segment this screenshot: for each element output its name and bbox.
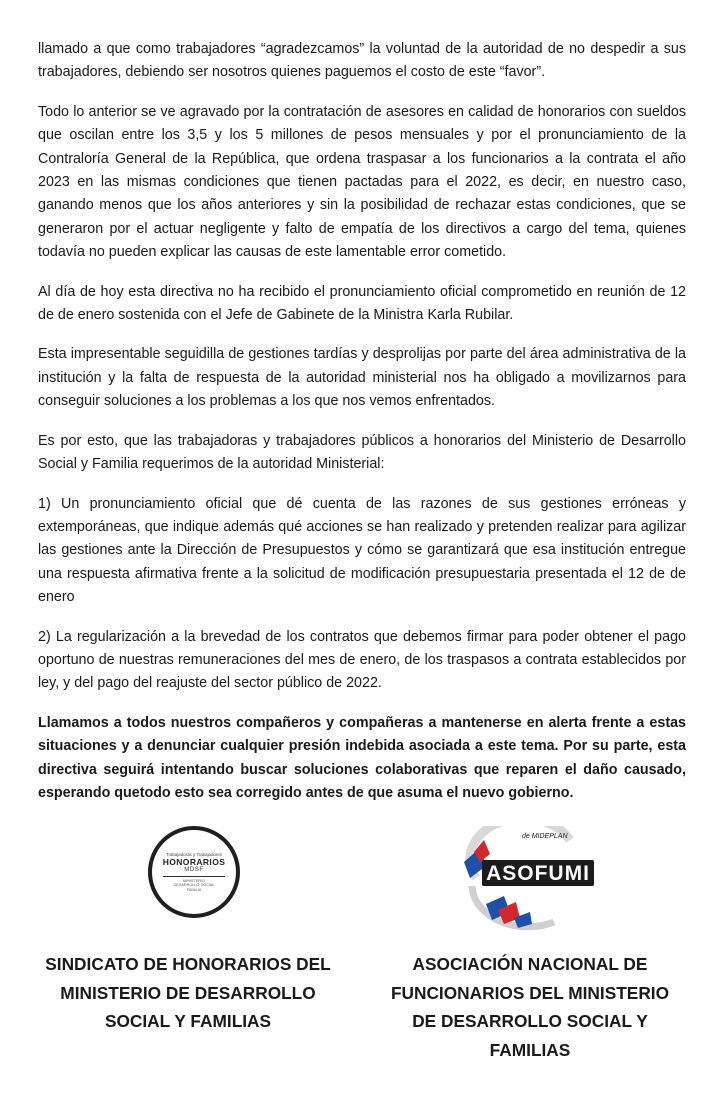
signature-left-line-3: SOCIAL Y FAMILIAS (104, 1011, 272, 1031)
paragraph-4: Esta impresentable seguidilla de gestiones tardías y desprolijas por parte del área administrativa de la institución y la falta de respuesta de la autoridad ministerial nos ha obligado a movilizarnos para conseguir soluciones a los problemas a los que nos vemos enfrentados. (38, 346, 686, 410)
document-body (38, 38, 686, 821)
seal-bottom-text-3: FAMILIA (186, 887, 202, 892)
seal-sub-text: MDSF (184, 866, 204, 873)
demand-2: 2) La regularización a la brevedad de los contratos que debemos firmar para poder obtener el pago oportuno de nuestras remuneraciones del mes de enero, de los traspasos a contrata establecidos por ley, y del pago del reajuste del sector público de 2022. (38, 628, 686, 692)
seal-bottom-text-1: MINISTERIO (182, 878, 206, 883)
logos-row (0, 826, 719, 936)
seal-bottom-text-2: DESARROLLO SOCIAL (173, 883, 215, 888)
signature-right-line-4: FAMILIAS (489, 1039, 571, 1060)
sindicato-honorarios-seal (148, 826, 240, 918)
asofumi-logo (458, 826, 608, 936)
paragraph-3: Al día de hoy esta directiva no ha recibido el pronunciamiento oficial comprometido en reunión de 12 de de enero sostenida con el Jefe de Gabinete de la Ministra Karla Rubilar. (38, 283, 686, 324)
seal-divider (163, 876, 225, 877)
paragraph-5: Es por esto, que las trabajadoras y trabajadores públicos a honorarios del Ministerio de Desarrollo Social y Familia requerimos de la autoridad Ministerial: (38, 432, 686, 473)
paragraph-2: Todo lo anterior se ve agravado por la contratación de asesores en calidad de honorarios con sueldos que oscilan entre los 3,5 y los 5 millones de pesos mensuales y por el pronunciamiento de la Contraloría General de la República, que ordena traspasar a los funcionarios a la contrata el año 2023 en las mismas condiciones que tienen pactadas para el 2022, es decir, en nuestro caso, ganando menos que los años anteriores y sin la posibilidad de rechazar estas condiciones, que se generaron por el actuar negligente y falto de empatía de los directivos a cargo del tema, quienes todavía no pueden explicar las causas de este lamentable error cometido. (38, 103, 686, 261)
signature-asofumi (380, 950, 680, 1064)
paragraph-1: llamado a que como trabajadores “agradezcamos” la voluntad de la autoridad de no despedir a sus trabajadores, debiendo ser nosotros quienes paguemos el costo de este “favor”. (38, 41, 686, 81)
signature-right-line-3: DE DESARROLLO SOCIAL Y (412, 1011, 648, 1031)
demand-1: 1) Un pronunciamiento oficial que dé cuenta de las razones de sus gestiones erróneas y extemporáneas, que indique además qué acciones se han realizado y pretenden realizar para agilizar las gestiones ante la Dirección de Presupuestos y cómo se garantizará que esa institución entregue una respuesta afirmativa frente a la solicitud de modificación presupuestaria presentada el 12 de de enero (38, 495, 686, 606)
asofumi-name: ASOFUMI (486, 862, 590, 885)
signature-left-line-2: MINISTERIO DE DESARROLLO (60, 982, 316, 1003)
signature-left-line-1: SINDICATO DE HONORARIOS DEL (45, 954, 331, 974)
seal-main-text: HONORARIOS (162, 856, 226, 867)
signature-right-line-1: ASOCIACIÓN NACIONAL DE (412, 954, 648, 974)
signature-right-line-2: FUNCIONARIOS DEL MINISTERIO (390, 982, 670, 1003)
closing-statement: Llamamos a todos nuestros compañeros y compañeras a mantenerse en alerta frente a estas situaciones y a denunciar cualquier presión indebida asociada a este tema. Por su parte, esta directiva seguirá intentando buscar soluciones colaborativas que reparen el daño causado, esperando quetodo esto sea corregido antes de que asuma el nuevo gobierno. (38, 714, 686, 801)
signature-sindicato (40, 950, 336, 1036)
asofumi-arc-text: de MIDEPLAN (522, 833, 568, 840)
seal-top-text: Trabajadoras y Trabajadores (166, 851, 222, 857)
